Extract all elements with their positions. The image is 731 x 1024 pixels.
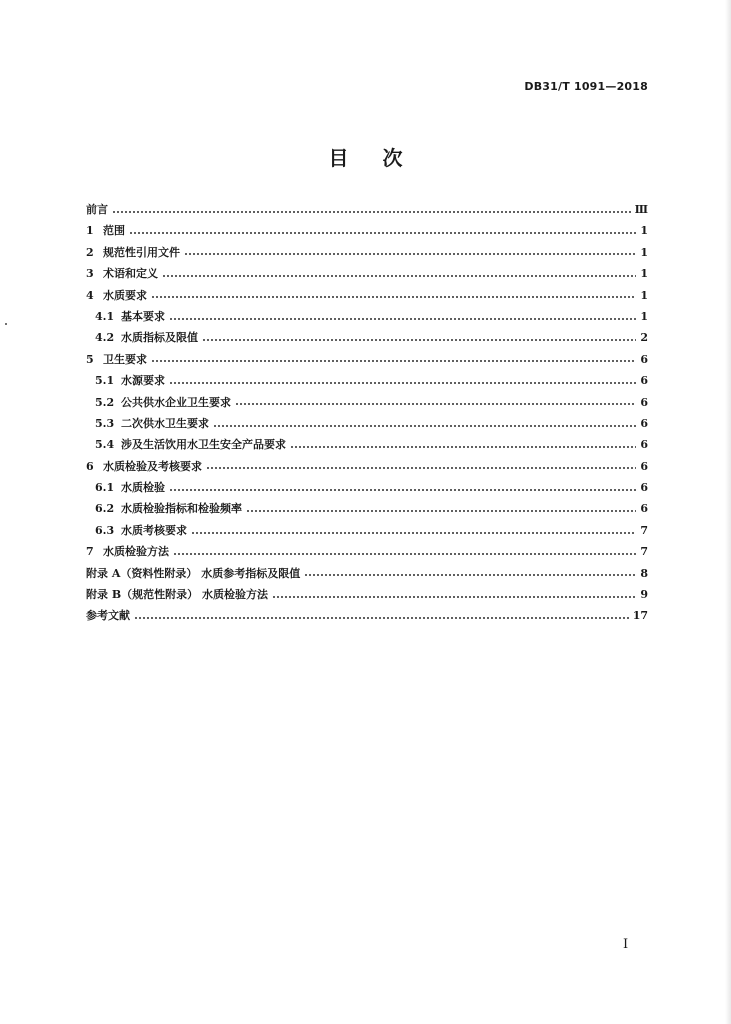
toc-entry-label: 水质指标及限值 — [121, 331, 198, 345]
toc-entry-label: 基本要求 — [121, 309, 165, 323]
toc-entry-label: 前言 — [86, 203, 108, 216]
toc-leader-dots — [169, 487, 636, 493]
toc-entry-page: 1 — [640, 224, 648, 238]
toc-entry-number: 5.4 — [95, 438, 115, 452]
toc-entry-page: 6 — [640, 459, 648, 473]
toc-entry-page: 1 — [640, 309, 648, 323]
toc-entry-label: 水质检验 — [121, 481, 165, 495]
page-title: 目次 — [328, 146, 437, 170]
toc-entry-number: 4.2 — [95, 331, 115, 345]
toc-entry-label: 水质检验指标和检验频率 — [121, 502, 242, 516]
toc-entry-label: 卫生要求 — [103, 352, 147, 366]
toc-leader-dots — [162, 273, 636, 279]
toc-entry-label: 二次供水卫生要求 — [121, 416, 209, 430]
toc-leader-dots — [246, 508, 636, 514]
toc-entry-label: 公共供水企业卫生要求 — [121, 395, 231, 409]
toc-entry[interactable] — [86, 543, 648, 564]
toc-entry[interactable] — [86, 565, 648, 586]
toc-entry[interactable] — [86, 586, 648, 607]
toc-entry-number: 4.1 — [95, 309, 115, 323]
toc-entry[interactable] — [86, 287, 648, 308]
toc-leader-dots — [290, 444, 636, 450]
toc-entry-number: 5 — [86, 352, 94, 366]
toc-entry-number: 6.2 — [95, 502, 115, 516]
toc-entry[interactable] — [86, 394, 648, 415]
toc-entry-page: 8 — [640, 566, 648, 580]
toc-entry-page: 6 — [640, 481, 648, 495]
toc-leader-dots — [191, 530, 636, 536]
toc-leader-dots — [184, 251, 636, 257]
toc-entry-page: 6 — [640, 502, 648, 516]
toc-entry-number: 5.3 — [95, 416, 115, 430]
toc-entry-label: 水质考核要求 — [121, 523, 187, 537]
toc-leader-dots — [169, 316, 636, 322]
toc-entry-number: 6 — [86, 459, 94, 473]
toc-entry[interactable] — [86, 415, 648, 436]
toc-entry-number: 5.2 — [95, 395, 115, 409]
toc-leader-dots — [202, 337, 636, 343]
toc-entry-page: 6 — [640, 416, 648, 430]
toc-entry[interactable] — [86, 607, 648, 628]
toc-entry-page: 17 — [632, 609, 648, 623]
toc-entry[interactable] — [86, 222, 648, 243]
toc-entry-page: 6 — [640, 352, 648, 366]
toc-leader-dots — [173, 551, 636, 557]
page-number: I — [623, 937, 629, 952]
toc-leader-dots — [134, 615, 629, 621]
toc-entry-number: 4 — [86, 288, 94, 302]
scan-speck — [5, 323, 7, 325]
toc-leader-dots — [112, 209, 631, 215]
toc-entry[interactable] — [86, 436, 648, 457]
toc-entry[interactable] — [86, 244, 648, 265]
toc-leader-dots — [151, 358, 636, 364]
toc-entry-label: 附录 B（规范性附录） 水质检验方法 — [86, 588, 268, 602]
toc-entry-label: 术语和定义 — [103, 267, 158, 281]
toc-leader-dots — [304, 572, 636, 578]
toc-entry-number: 2 — [86, 245, 94, 259]
toc-entry-page: 7 — [640, 523, 648, 537]
toc-entry[interactable] — [86, 458, 648, 479]
toc-entry-number: 1 — [86, 224, 94, 238]
toc-leader-dots — [206, 465, 636, 471]
toc-entry-number: 7 — [86, 545, 94, 559]
toc-entry[interactable] — [86, 201, 648, 222]
toc-entry-page: 7 — [640, 545, 648, 559]
toc-entry-number: 6.1 — [95, 481, 115, 495]
toc-leader-dots — [129, 230, 636, 236]
toc-entry-label: 水质检验及考核要求 — [103, 459, 202, 473]
toc-entry-page: 1 — [640, 267, 648, 281]
toc-leader-dots — [213, 423, 636, 429]
toc-entry[interactable] — [86, 329, 648, 350]
toc-entry-page: 6 — [640, 395, 648, 409]
toc-entry-page: 2 — [640, 331, 648, 345]
toc-entry[interactable] — [86, 351, 648, 372]
toc-entry-label: 参考文献 — [86, 609, 130, 623]
toc-entry-page: Ⅲ — [634, 203, 648, 216]
toc-entry-label: 水质要求 — [103, 288, 147, 302]
toc-entry-page: 6 — [640, 374, 648, 388]
toc-entry-label: 附录 A（资料性附录） 水质参考指标及限值 — [86, 566, 301, 580]
toc-entry-number: 6.3 — [95, 523, 115, 537]
toc-entry[interactable] — [86, 522, 648, 543]
toc-leader-dots — [272, 594, 636, 600]
toc-entry-number: 3 — [86, 267, 94, 281]
toc-entry[interactable] — [86, 500, 648, 521]
toc-entry[interactable] — [86, 308, 648, 329]
toc-entry[interactable] — [86, 372, 648, 393]
toc-entry-page: 6 — [640, 438, 648, 452]
table-of-contents — [86, 201, 648, 629]
toc-entry-label: 水质检验方法 — [103, 545, 169, 559]
toc-entry-page: 1 — [640, 245, 648, 259]
toc-entry[interactable] — [86, 265, 648, 286]
document-code: DB31/T 1091—2018 — [524, 80, 648, 93]
toc-leader-dots — [169, 380, 636, 386]
toc-entry[interactable] — [86, 479, 648, 500]
toc-entry-page: 1 — [640, 288, 648, 302]
toc-leader-dots — [235, 401, 636, 407]
toc-entry-label: 规范性引用文件 — [103, 245, 180, 259]
toc-leader-dots — [151, 294, 636, 300]
toc-entry-label: 涉及生活饮用水卫生安全产品要求 — [121, 438, 286, 452]
toc-entry-page: 9 — [640, 588, 648, 602]
toc-entry-label: 水源要求 — [121, 374, 165, 388]
toc-entry-label: 范围 — [103, 224, 125, 238]
toc-entry-number: 5.1 — [95, 374, 115, 388]
